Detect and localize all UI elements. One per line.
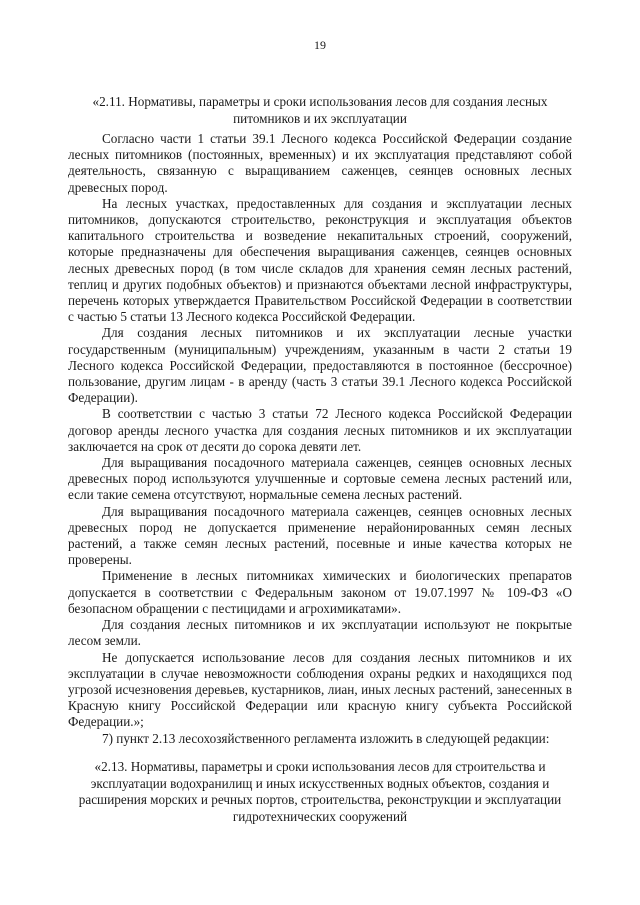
body-text [68,131,572,747]
section-heading-2-13: «2.13. Нормативы, параметры и сроки использования лесов для строительства и эксплуатации водохранилищ и иных искусственных водных объектов, создания и расширения морских и речных портов, строительства, реконструкции и эксплуатации гидротехнических сооружений [78,759,562,824]
paragraph: На лесных участках, предоставленных для создания и эксплуатации лесных питомников, допускаются строительство, реконструкция и эксплуатация объектов капитального строительства и возведение некапитальных строений, сооружений, которые предназначены для обеспечения выращивания саженцев, сеянцев основных лесных древесных пород (в том числе складов для хранения семян лесных растений, теплиц и других подобных объектов) и признаются объектами лесной инфраструктуры, перечень которых утверждается Правительством Российской Федерации в соответствии с частью 5 статьи 13 Лесного кодекса Российской Федерации. [68,195,572,325]
page-number: 19 [314,38,326,52]
paragraph: Применение в лесных питомниках химических и биологических препаратов допускается в соответствии с Федеральным законом от 19.07.1997 № 109-ФЗ «О безопасном обращении с пестицидами и агрохимикатами». [68,568,572,616]
paragraph: Для выращивания посадочного материала саженцев, сеянцев основных лесных древесных пород не допускается применение нерайонированных семян лесных растений, а также семян лесных растений, посевные и иные качества которых не проверены. [68,503,572,568]
paragraph: Не допускается использование лесов для создания лесных питомников и их эксплуатации в случае невозможности соблюдения охраны редких и находящихся под угрозой исчезновения деревьев, кустарников, лиан, иных лесных растений, занесенных в Красную книгу Российской Федерации или красную книгу субъекта Российской Федерации.»; [68,649,572,730]
paragraph: Для выращивания посадочного материала саженцев, сеянцев основных лесных древесных пород используются улучшенные и сортовые семена лесных растений или, если такие семена отсутствуют, нормальные семена лесных растений. [68,455,572,503]
paragraph: В соответствии с частью 3 статьи 72 Лесного кодекса Российской Федерации договор аренды лесного участка для создания лесных питомников и их эксплуатации заключается на срок от десяти до сорока девяти лет. [68,406,572,454]
section-heading-2-11: «2.11. Нормативы, параметры и сроки использования лесов для создания лесных питомников и их эксплуатации [92,94,548,126]
paragraph: Для создания лесных питомников и их эксплуатации используют не покрытые лесом земли. [68,617,572,649]
paragraph: 7) пункт 2.13 лесохозяйственного регламента изложить в следующей редакции: [102,730,550,746]
paragraph: Согласно части 1 статьи 39.1 Лесного кодекса Российской Федерации создание лесных питомников (постоянных, временных) и их эксплуатация представляют собой деятельность, связанную с выращиванием саженцев, сеянцев основных лесных древесных пород. [68,131,572,195]
paragraph: Для создания лесных питомников и их эксплуатации лесные участки государственным (муниципальным) учреждениям, указанным в части 2 статьи 19 Лесного кодекса Российской Федерации, предоставляются в постоянное (бессрочное) пользование, другим лицам - в аренду (часть 3 статьи 39.1 Лесного кодекса Российской Федерации). [68,325,572,406]
